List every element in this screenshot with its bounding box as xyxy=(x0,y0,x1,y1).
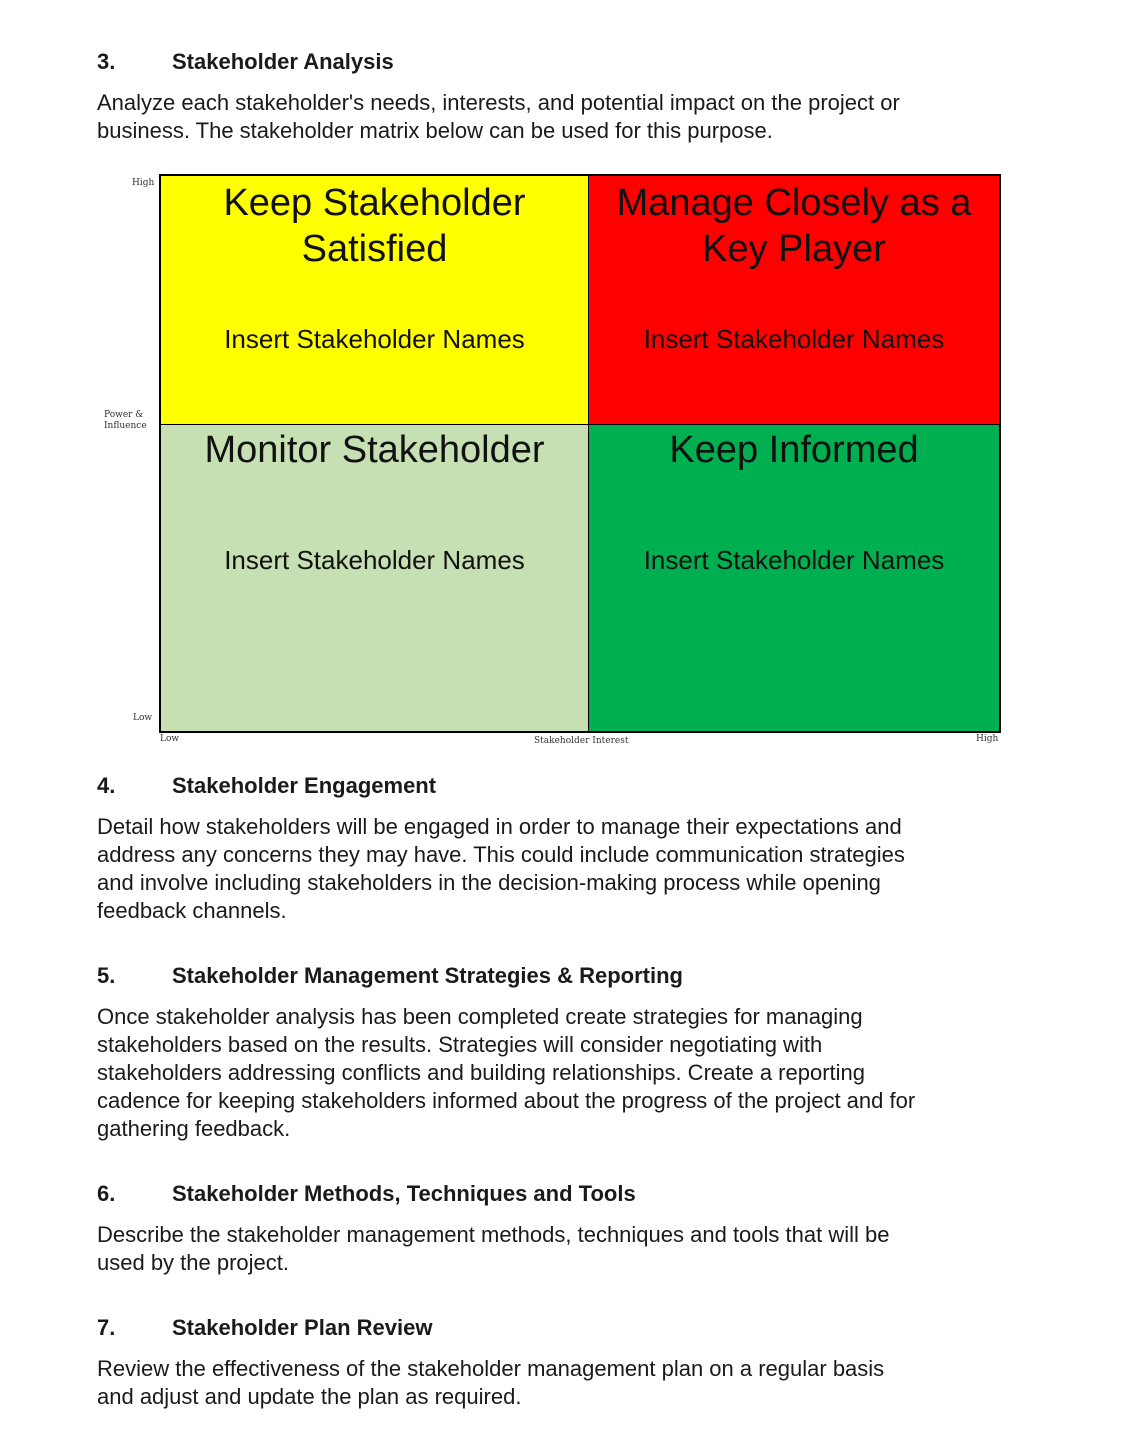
section-heading-7 xyxy=(97,1315,432,1341)
quadrant-title xyxy=(161,180,588,272)
quadrant-title-line: Keep Stakeholder xyxy=(223,182,526,224)
quadrant-names-placeholder: Insert Stakeholder Names xyxy=(643,324,945,354)
quadrant-keep-satisfied xyxy=(161,176,589,425)
section-title: Stakeholder Methods, Techniques and Tools xyxy=(172,1181,636,1206)
section-title: Stakeholder Management Strategies & Reporting xyxy=(172,963,683,988)
quadrant-names-placeholder: Insert Stakeholder Names xyxy=(224,324,525,354)
section-number: 4. xyxy=(97,773,116,798)
quadrant-title-line: Manage Closely as a xyxy=(616,182,972,224)
section-paragraph-3 xyxy=(97,89,1017,145)
quadrant-title-line: Key Player xyxy=(702,228,886,270)
quadrant-manage-closely xyxy=(589,176,999,425)
x-axis-high-label: High xyxy=(976,734,999,744)
y-axis-title-line: Power & xyxy=(104,410,144,420)
section-paragraph-7 xyxy=(97,1355,1017,1411)
quadrant-names-placeholder: Insert Stakeholder Names xyxy=(643,545,945,575)
quadrant-title-line: Keep Informed xyxy=(669,429,919,471)
quadrant-title xyxy=(589,427,999,473)
paragraph-line: Review the effectiveness of the stakeholder management plan on a regular basis xyxy=(97,1356,885,1381)
x-axis-title: Stakeholder Interest xyxy=(534,736,629,746)
x-axis-low-label: Low xyxy=(160,734,180,744)
section-title: Stakeholder Engagement xyxy=(172,773,437,798)
paragraph-line: used by the project. xyxy=(97,1250,290,1275)
paragraph-line: Describe the stakeholder management methods, techniques and tools that will be xyxy=(97,1222,890,1247)
paragraph-line: Detail how stakeholders will be engaged in order to manage their expectations and xyxy=(97,814,902,839)
paragraph-line: stakeholders based on the results. Strategies will consider negotiating with xyxy=(97,1032,823,1057)
quadrant-names-placeholder: Insert Stakeholder Names xyxy=(224,545,525,575)
section-heading-4 xyxy=(97,773,436,799)
quadrant-title-line: Monitor Stakeholder xyxy=(204,429,545,471)
paragraph-line: feedback channels. xyxy=(97,898,287,923)
paragraph-line: business. The stakeholder matrix below can be used for this purpose. xyxy=(97,118,773,143)
paragraph-line: cadence for keeping stakeholders informed about the progress of the project and for xyxy=(97,1088,916,1113)
stakeholder-matrix xyxy=(159,174,1001,733)
section-title: Stakeholder Analysis xyxy=(172,49,394,74)
section-number: 6. xyxy=(97,1181,116,1206)
paragraph-line: gathering feedback. xyxy=(97,1116,291,1141)
paragraph-line: and adjust and update the plan as required. xyxy=(97,1384,522,1409)
section-heading-5 xyxy=(97,963,683,989)
paragraph-line: address any concerns they may have. This could include communication strategies xyxy=(97,842,905,867)
section-paragraph-6 xyxy=(97,1221,1017,1277)
section-paragraph-5 xyxy=(97,1003,1017,1143)
paragraph-line: Analyze each stakeholder's needs, interests, and potential impact on the project or xyxy=(97,90,900,115)
section-heading-3 xyxy=(97,49,394,75)
quadrant-title xyxy=(161,427,588,473)
quadrant-monitor xyxy=(161,425,589,731)
paragraph-line: stakeholders addressing conflicts and building relationships. Create a reporting xyxy=(97,1060,866,1085)
y-axis-title xyxy=(104,410,147,432)
section-number: 7. xyxy=(97,1315,116,1340)
section-title: Stakeholder Plan Review xyxy=(172,1315,433,1340)
y-axis-high-label: High xyxy=(132,178,155,188)
section-heading-6 xyxy=(97,1181,636,1207)
section-number: 5. xyxy=(97,963,116,988)
quadrant-title xyxy=(589,180,999,272)
paragraph-line: and involve including stakeholders in the decision-making process while opening xyxy=(97,870,881,895)
quadrant-keep-informed xyxy=(589,425,999,731)
quadrant-title-line: Satisfied xyxy=(301,228,448,270)
paragraph-line: Once stakeholder analysis has been completed create strategies for managing xyxy=(97,1004,863,1029)
section-number: 3. xyxy=(97,49,116,74)
y-axis-title-line: Influence xyxy=(104,421,147,431)
y-axis-low-label: Low xyxy=(133,713,153,723)
section-paragraph-4 xyxy=(97,813,1017,925)
